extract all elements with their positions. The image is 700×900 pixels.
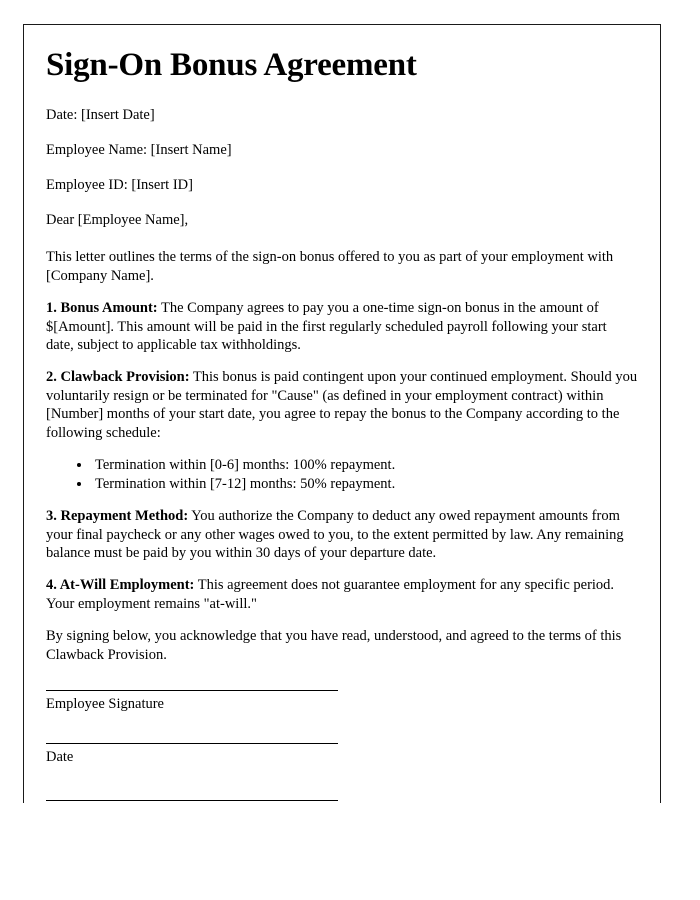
section-clawback-provision bbox=[46, 368, 638, 442]
signature-line-extra[interactable] bbox=[46, 800, 338, 801]
signature-label-date: Date bbox=[46, 749, 74, 766]
page-title: Sign-On Bonus Agreement bbox=[46, 47, 417, 83]
signature-line-employee-signature[interactable] bbox=[46, 690, 338, 691]
section-heading-at-will-employment: 4. At-Will Employment: bbox=[46, 577, 195, 594]
signature-block bbox=[46, 690, 638, 801]
signature-spacer bbox=[46, 713, 638, 743]
field-date: Date: [Insert Date] bbox=[46, 106, 155, 123]
intro-paragraph: This letter outlines the terms of the sign-on bonus offered to you as part of your employment with [Company Name]. bbox=[46, 249, 614, 284]
signature-line-date[interactable] bbox=[46, 743, 338, 744]
section-heading-bonus-amount: 1. Bonus Amount: bbox=[46, 300, 158, 317]
salutation: Dear [Employee Name], bbox=[46, 212, 189, 229]
section-at-will-employment bbox=[46, 576, 638, 613]
signature-spacer bbox=[46, 766, 638, 800]
section-heading-clawback-provision: 2. Clawback Provision: bbox=[46, 369, 190, 386]
list-item: • Termination within [0-6] months: 100% repayment. bbox=[92, 456, 638, 475]
repayment-schedule-list bbox=[46, 456, 638, 493]
field-employee-name: Employee Name: [Insert Name] bbox=[46, 142, 232, 159]
section-text-bonus-amount: The Company agrees to pay you a one-time sign-on bonus in the amount of $[Amount]. This amount will be paid in the first regularly scheduled payroll following your start date, subject to applicable tax withholdings. bbox=[46, 300, 607, 354]
document-body bbox=[24, 25, 660, 801]
signature-label-employee-signature: Employee Signature bbox=[46, 696, 164, 713]
section-heading-repayment-method: 3. Repayment Method: bbox=[46, 508, 189, 525]
list-item: • Termination within [7-12] months: 50% repayment. bbox=[92, 475, 638, 494]
section-text-at-will-employment: This agreement does not guarantee employment for any specific period. Your employment remains "at-will." bbox=[46, 577, 615, 612]
section-bonus-amount bbox=[46, 299, 638, 354]
section-text-clawback-provision: This bonus is paid contingent upon your continued employment. Should you voluntarily resign or be terminated for "Cause" (as defined in your employment contract) within [Number] months of your start date, you agree to repay the bonus to the Company according to the following schedule: bbox=[46, 369, 638, 441]
document-page bbox=[23, 24, 661, 803]
section-text-repayment-method: You authorize the Company to deduct any owed repayment amounts from your final paycheck or any other wages owed to you, to the extent permitted by law. Any remaining balance must be paid by you within 30 days of your departure date. bbox=[46, 508, 624, 562]
section-repayment-method bbox=[46, 507, 638, 562]
field-employee-id: Employee ID: [Insert ID] bbox=[46, 177, 193, 194]
closing-paragraph: By signing below, you acknowledge that you have read, understood, and agreed to the terms of this Clawback Provision. bbox=[46, 628, 622, 663]
